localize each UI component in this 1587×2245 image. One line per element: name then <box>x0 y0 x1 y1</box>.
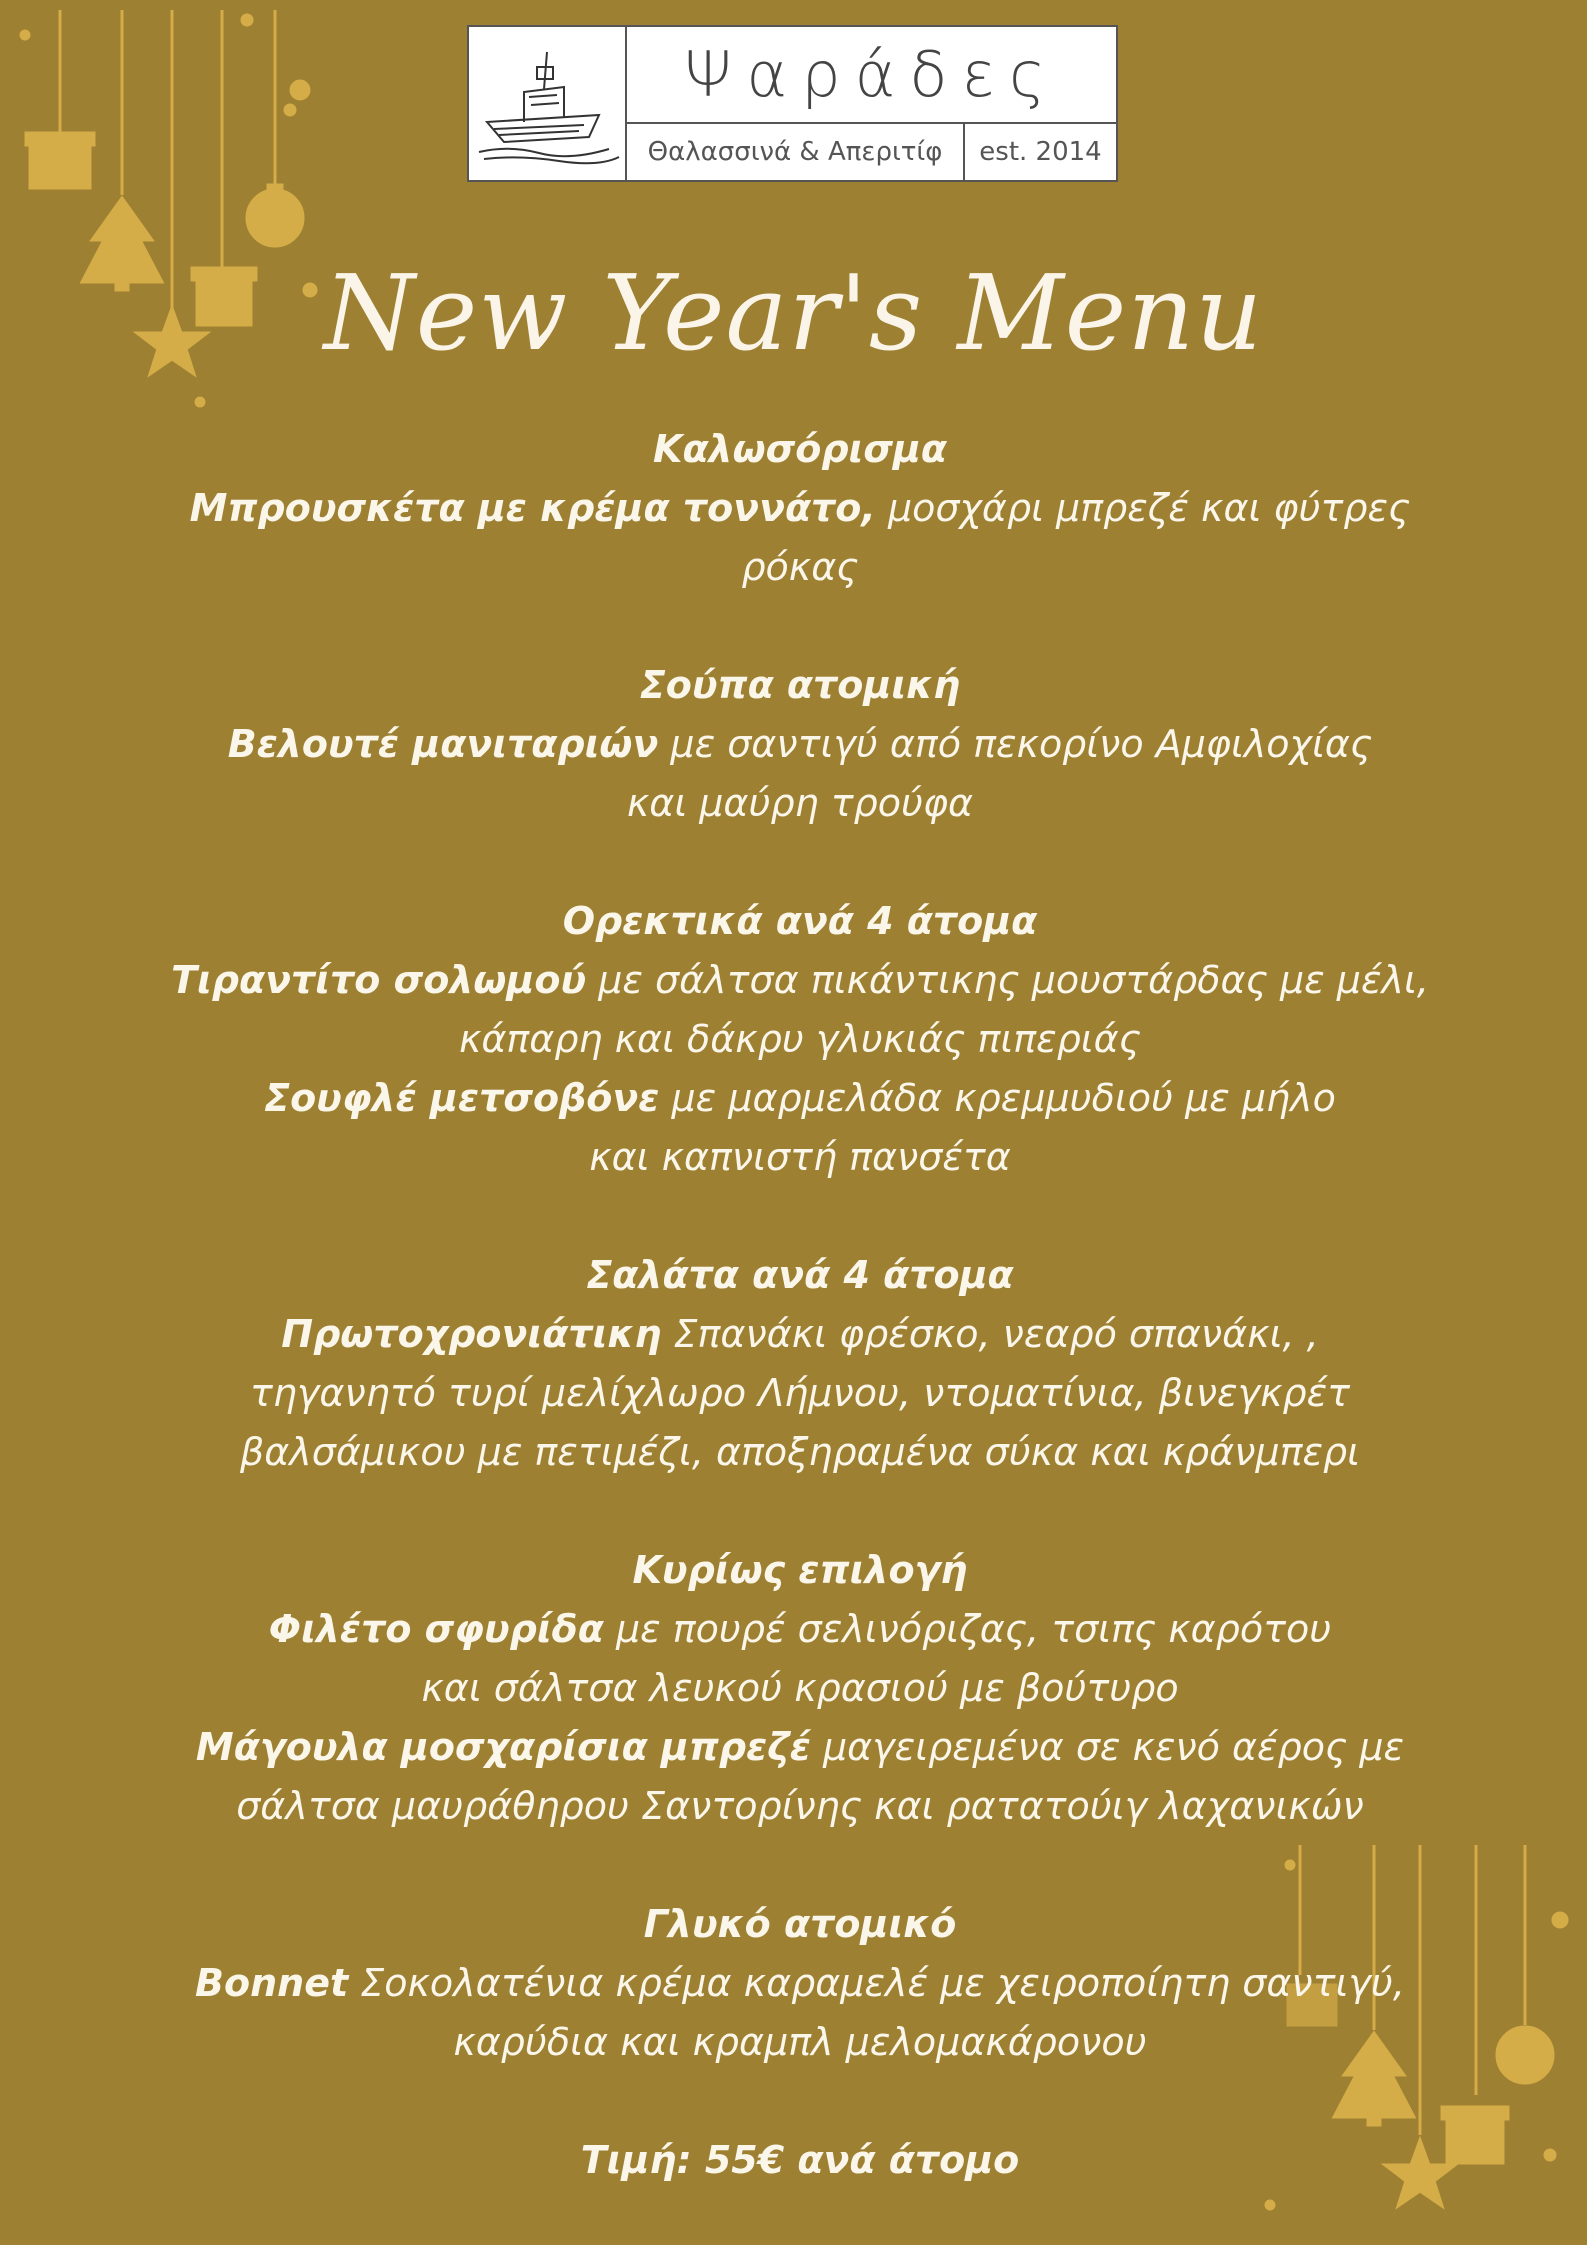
restaurant-tagline: Θαλασσινά & Απεριτίφ <box>627 124 965 180</box>
menu-item <box>150 479 1450 538</box>
section-heading: Γλυκό ατομικό <box>643 1902 957 1946</box>
menu-section <box>150 1895 1450 2072</box>
menu-title: New Year's Menu <box>323 252 1264 374</box>
price-per-person: Τιμή: 55€ ανά άτομο <box>580 2138 1020 2182</box>
menu-item <box>150 1954 1450 2013</box>
dish-name: Μπρουσκέτα με κρέμα τοννάτο, <box>189 486 876 530</box>
dish-name: Μάγουλα μοσχαρίσια μπρεζέ <box>195 1725 811 1769</box>
dish-description: και σάλτσα λευκού κρασιού με βούτυρο <box>421 1666 1179 1710</box>
menu-section <box>150 1541 1450 1836</box>
dish-description: Σοκολατένια κρέμα καραμελέ με χειροποίητη σαντιγύ, <box>348 1961 1405 2005</box>
menu-item <box>150 715 1450 774</box>
dish-description: βαλσάμικου με πετιμέζι, αποξηραμένα σύκα και κράνμπερι <box>239 1430 1361 1474</box>
section-heading: Καλωσόρισμα <box>653 427 947 471</box>
section-heading: Ορεκτικά ανά 4 άτομα <box>562 899 1038 943</box>
dish-description: σάλτσα μαυράθηρου Σαντορίνης και ρατατούιγ λαχανικών <box>236 1784 1364 1828</box>
section-heading: Σαλάτα ανά 4 άτομα <box>586 1253 1014 1297</box>
menu-section <box>150 420 1450 597</box>
dish-description: μοσχάρι μπρεζέ και φύτρες <box>875 486 1411 530</box>
established-year: est. 2014 <box>979 137 1102 167</box>
dish-name: Πρωτοχρονιάτικη <box>281 1312 662 1356</box>
dish-description: και μαύρη τρούφα <box>626 781 974 825</box>
dish-description: με σάλτσα πικάντικης μουστάρδας με μέλι, <box>586 958 1429 1002</box>
dish-description: τηγανητό τυρί μελίχλωρο Λήμνου, ντοματίνια, βινεγκρέτ <box>249 1371 1351 1415</box>
dish-name: Βελουτέ μανιταριών <box>227 722 659 766</box>
dish-name: Σουφλέ μετσοβόνε <box>264 1076 660 1120</box>
dish-description: ρόκας <box>741 545 859 589</box>
dish-description: με σαντιγύ από πεκορίνο Αμφιλοχίας <box>658 722 1373 766</box>
dish-description: Σπανάκι φρέσκο, νεαρό σπανάκι, , <box>661 1312 1319 1356</box>
dish-name: Τιραντίτο σολωμού <box>171 958 587 1002</box>
bauble-icon <box>247 190 303 246</box>
bauble-icon <box>1497 2027 1553 2083</box>
dish-name: Bonnet <box>195 1961 349 2005</box>
section-heading: Κυρίως επιλογή <box>632 1548 968 1592</box>
menu-section <box>150 892 1450 1187</box>
menu-item <box>150 1305 1450 1364</box>
menu-item <box>150 951 1450 1010</box>
dish-description: μαγειρεμένα σε κενό αέρος με <box>810 1725 1405 1769</box>
dish-description: και καπνιστή πανσέτα <box>589 1135 1011 1179</box>
dish-description: κάπαρη και δάκρυ γλυκιάς πιπεριάς <box>458 1017 1142 1061</box>
menu-section <box>150 656 1450 833</box>
menu-body <box>150 420 1450 2190</box>
menu-section <box>150 1246 1450 1482</box>
dish-description: με μαρμελάδα κρεμμυδιού με μήλο <box>659 1076 1336 1120</box>
gift-icon <box>30 140 90 188</box>
boat-icon <box>469 27 627 180</box>
menu-item <box>150 1069 1450 1128</box>
section-heading: Σούπα ατομική <box>639 663 961 707</box>
dish-name: Φιλέτο σφυρίδα <box>268 1607 604 1651</box>
dish-description: με πουρέ σελινόριζας, τσιπς καρότου <box>603 1607 1332 1651</box>
menu-item <box>150 1718 1450 1777</box>
dish-description: καρύδια και κραμπλ μελομακάρονου <box>453 2020 1147 2064</box>
menu-item <box>150 1600 1450 1659</box>
gift-icon <box>1447 2115 1503 2163</box>
restaurant-name: Ψαράδες <box>627 27 1116 124</box>
restaurant-logo <box>467 25 1118 182</box>
